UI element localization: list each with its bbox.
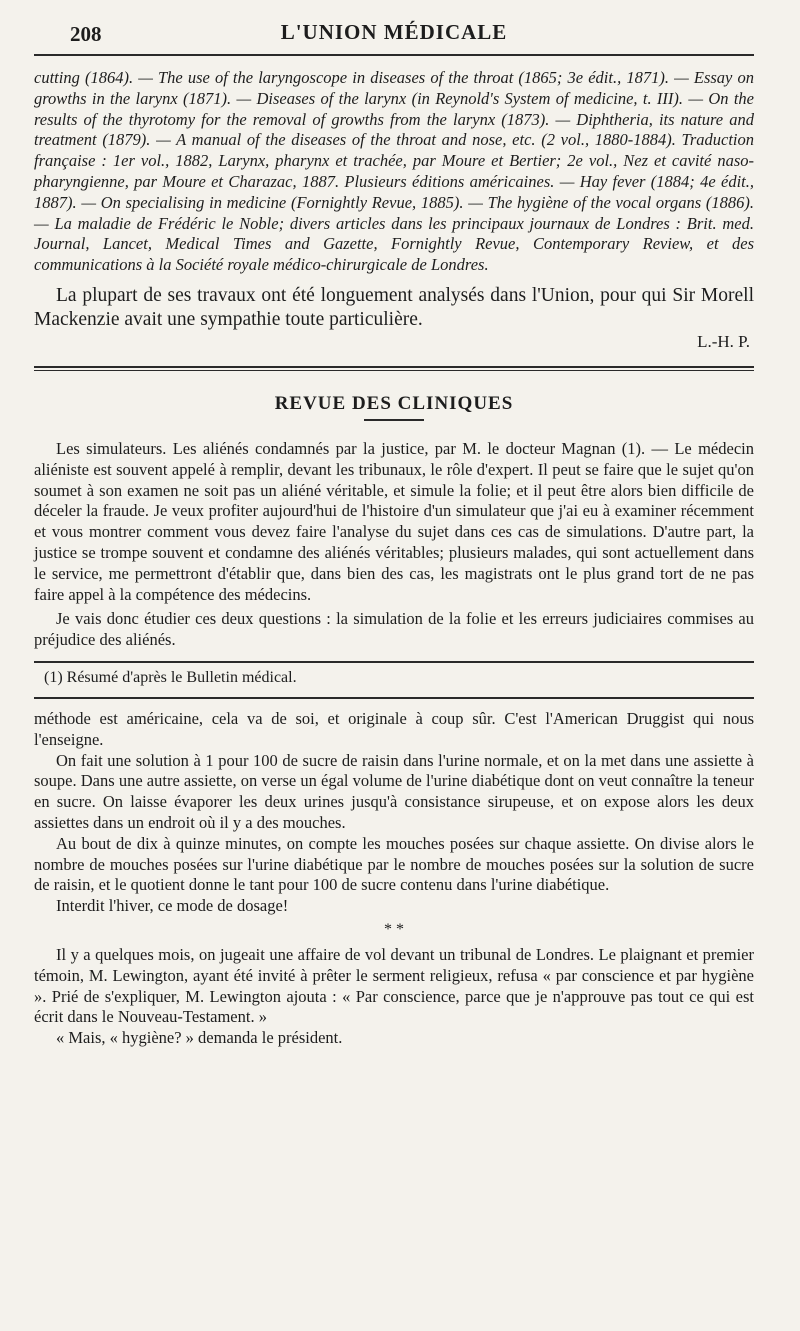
column2-paragraph-6: « Mais, « hygiène? » demanda le président. [56,1028,343,1048]
column-separator-rule [34,697,754,699]
column2-paragraph-1: méthode est américaine, cela va de soi, et originale à coup sûr. C'est l'American Druggist qui nous l'enseigne. [34,708,754,749]
section-title: REVUE DES CLINIQUES [274,392,514,414]
footnote-rule [34,661,754,663]
article-second-paragraph: Je vais donc étudier ces deux questions : la simulation de la folie et les erreurs judiciaires commises au préjudice des aliénés. [34,609,754,650]
page-header [34,0,754,54]
article-intro-paragraph: Les simulateurs. Les aliénés condamnés par la justice, par M. le docteur Magnan (1). — Le médecin aliéniste est souvent appelé à remplir, devant les tribunaux, le rôle d'expert. Il peut se faire que le sujet qu'on soumet à son examen ne soit pas un aliéné véritable, et simule la folie; et il peut être alors bien difficile de déceler la fraude. Je veux profiter aujourd'hui de l'histoire d'un simulateur que j'ai eu à examiner récemment et vous montrer comment vous devez faire l'analyse du sujet dans ces cas de simulations. D'autre part, la justice se trompe souvent et condamne des aliénés véritables; plusieurs malades, qui sont actuellement dans le service, me permettront d'établir que, dans bien des cas, les magistrats ont le plus grand tort de ne pas faire appel à la compétence des médecins. [34,438,754,604]
column2-paragraph-3: Au bout de dix à quinze minutes, on compte les mouches posées sur chaque assiette. On divise alors le nombre de mouches posées sur l'urine diabétique par le nombre de mouches posées sur la solution de sucre de raisin, et le quotient donne le tant pour 100 de sucre contenu dans l'urine diabétique. [34,833,754,895]
header-rule [34,54,754,56]
bibliography-paragraph: cutting (1864). — The use of the laryngoscope in diseases of the throat (1865; 3e édit., 1871). — Essay on growths in the larynx (1871). — Diseases of the larynx (in Reynold's System of medicine, t. III). — On the results of the thyrotomy for the removal of growths from the larynx (1873). — Diphtheria, its nature and treatment (1879). — A manual of the diseases of the throat and nose, etc. (2 vol., 1880-1884). Traduction française : 1er vol., 1882, Larynx, pharynx et trachée, par Moure et Bertier; 2e vol., Nez et cavité naso-pharyngienne, par Moure et Charazac, 1887. Plusieurs éditions américaines. — Hay fever (1884; 4e édit., 1887). — On specialising in medicine (Fornightly Revue, 1885). — The hygiène of the vocal organs (1886). — La maladie de Frédéric le Noble; divers articles dans les principaux journaux de Londres : Brit. med. Journal, Lancet, Medical Times and Gazette, Fornightly Revue, Contemporary Review, et des communications à la Société royale médico-chirurgicale de Londres. [34,68,754,275]
signature: L.-H. P. [697,331,750,351]
footnote: (1) Résumé d'après le Bulletin médical. [44,668,297,686]
closing-paragraph: La plupart de ses travaux ont été longuement analysés dans l'Union, pour qui Sir Morell Mackenzie avait une sympathie toute particulière. [34,284,754,330]
title-rule [364,419,424,421]
section-rule [34,366,754,368]
column2-paragraph-2: On fait une solution à 1 pour 100 de sucre de raisin dans l'urine normale, et on la met dans une assiette à soupe. Dans une autre assiette, on verse un égal volume de l'urine diabétique dont on veut connaître la teneur en sucre. On laisse évaporer les deux urines jusqu'à consistance sirupeuse, et on expose alors les deux assiettes dans un endroit où il y a des mouches. [34,750,754,832]
page-number: 208 [70,22,102,46]
column2-paragraph-4: Interdit l'hiver, ce mode de dosage! [56,896,289,916]
section-rule-thin [34,370,754,371]
section-break-dinkus: * * [384,920,404,938]
running-title: L'UNION MÉDICALE [280,20,508,44]
column2-paragraph-5: Il y a quelques mois, on jugeait une affaire de vol devant un tribunal de Londres. Le plaignant et premier témoin, M. Lewington, ayant été invité à prêter le serment religieux, refusa « par conscience et par hygiène ». Prié de s'expliquer, M. Lewington ajouta : « Par conscience, parce que je n'approuve pas tout ce qui est écrit dans le Nouveau-Testament. » [34,944,754,1027]
